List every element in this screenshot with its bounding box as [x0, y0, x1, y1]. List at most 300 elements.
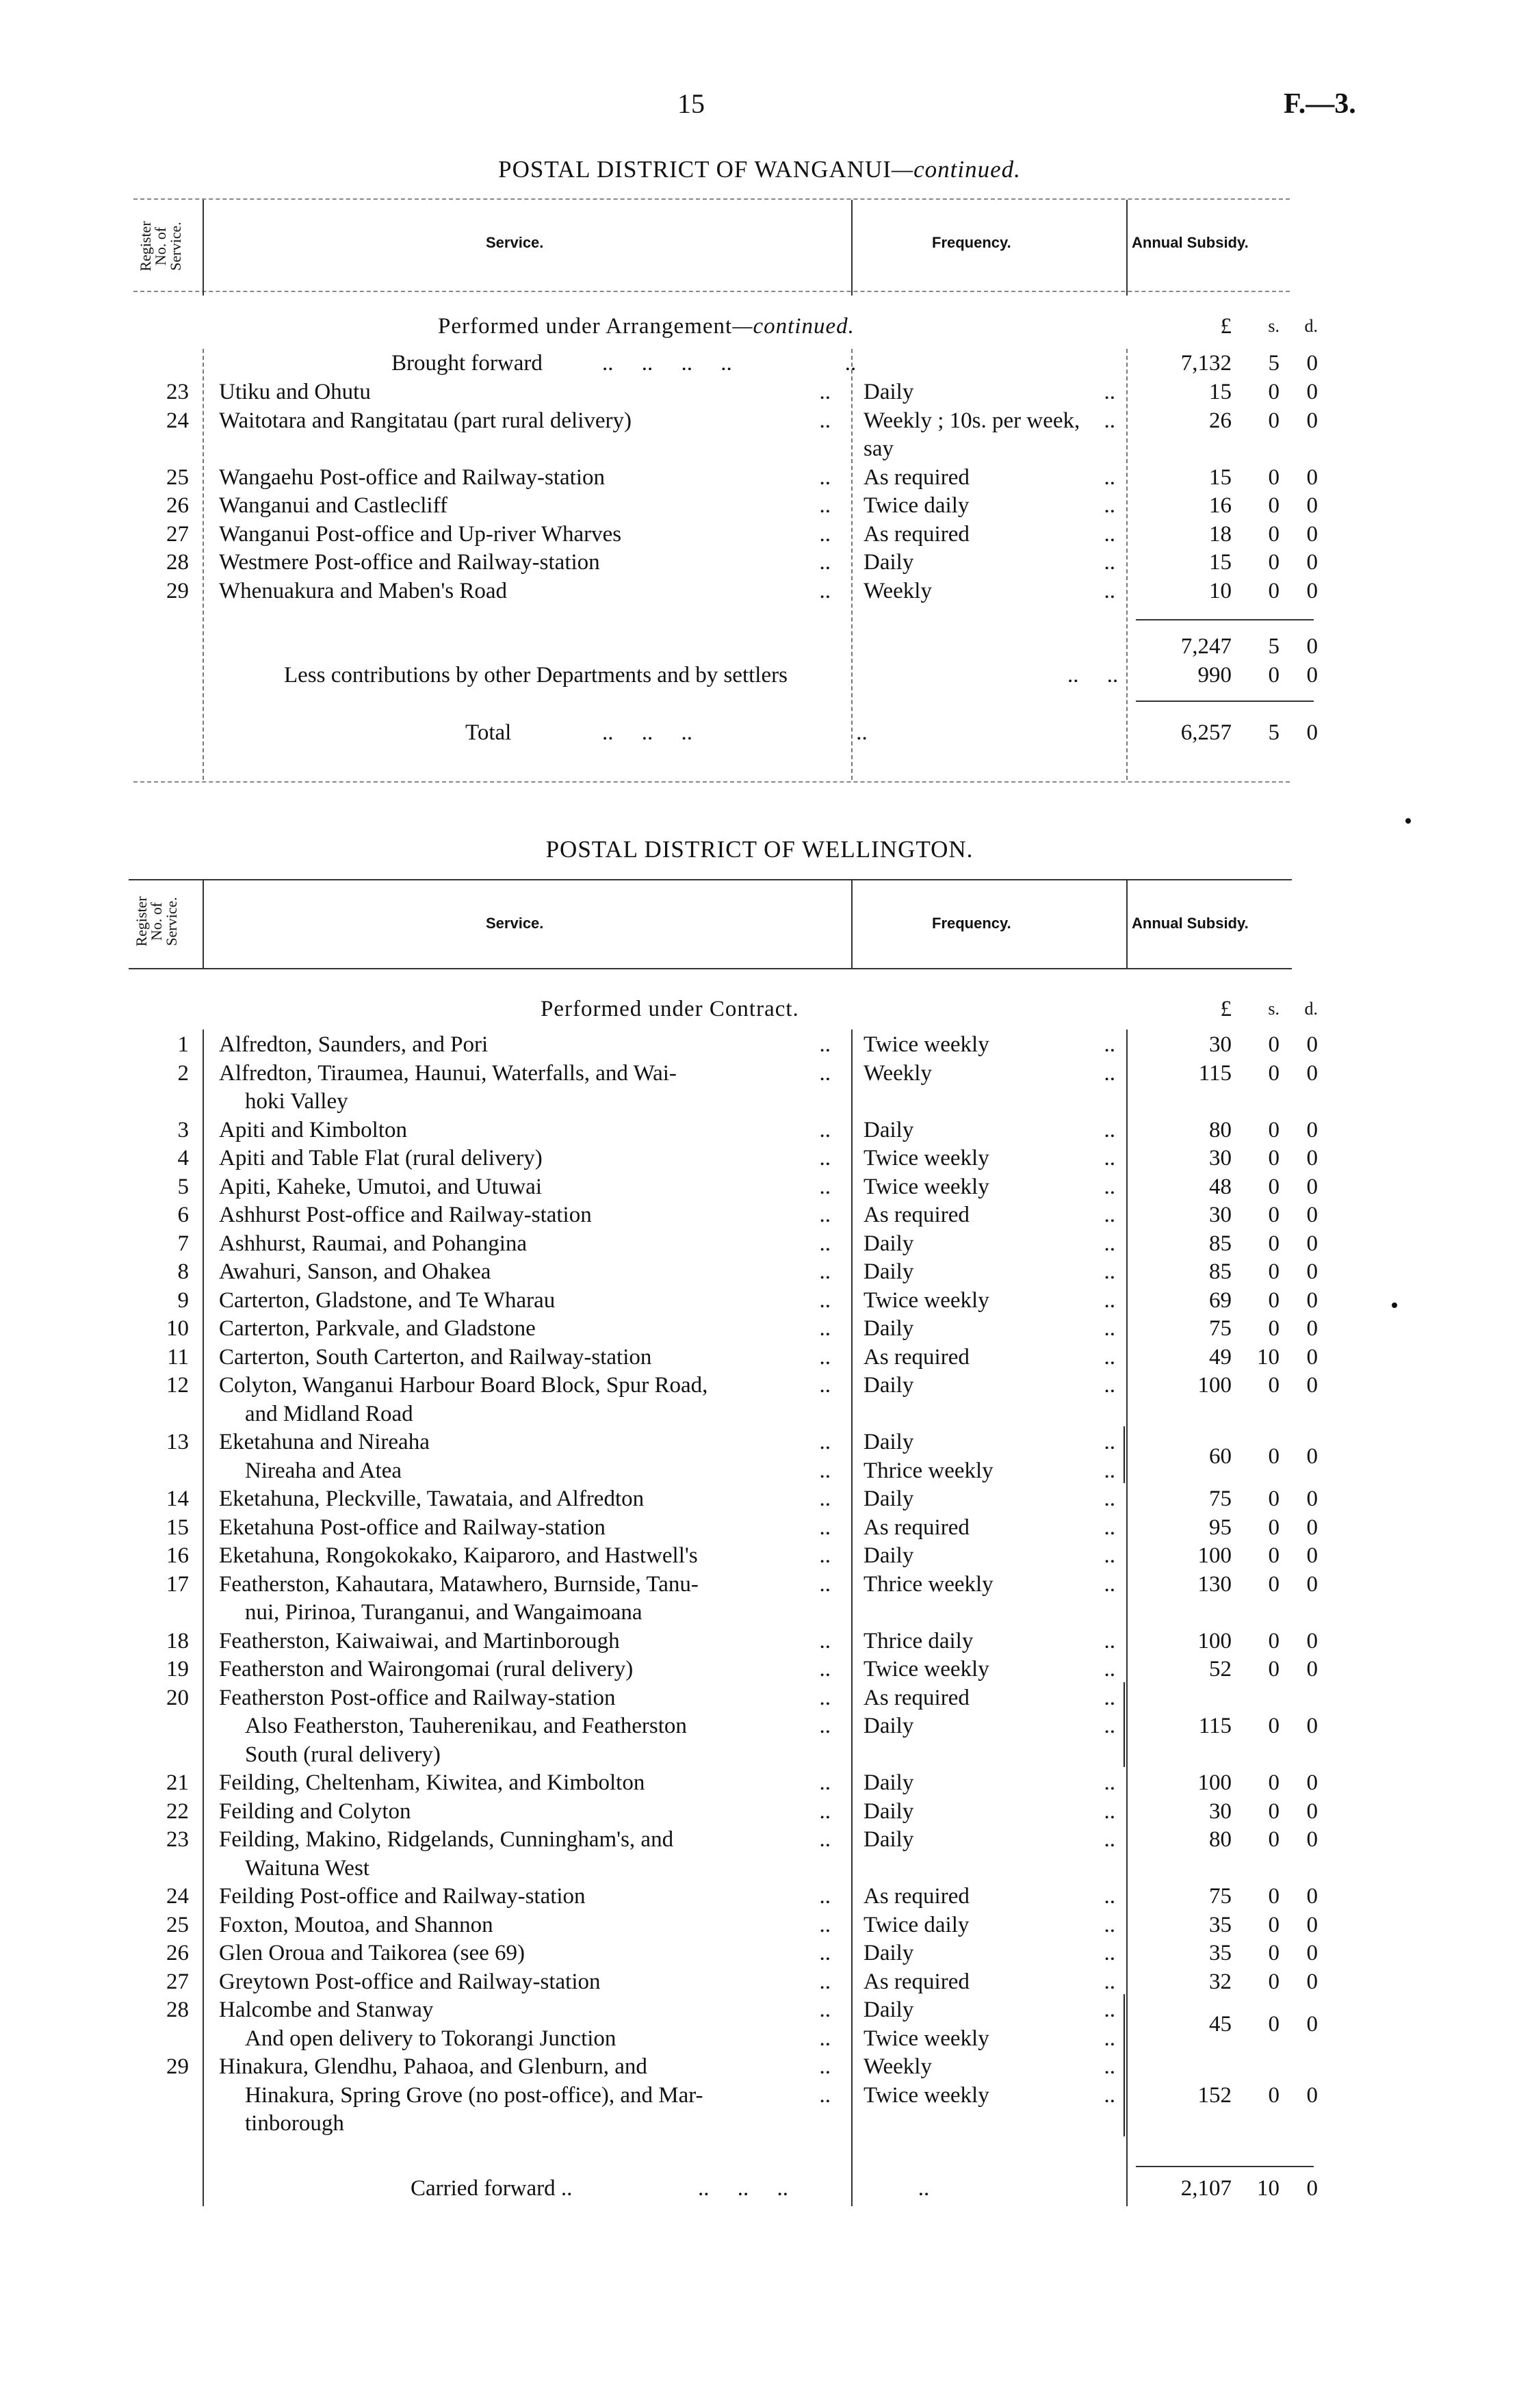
wellington-row-continued: [0, 1087, 1519, 1116]
subsidy-shillings: 0: [1268, 1884, 1280, 1909]
leader-dots: ..: [1104, 380, 1115, 404]
shilling-header: s.: [1268, 316, 1280, 336]
frequency-secondary: Daily: [864, 1714, 914, 1738]
leader-dots: ..: [1104, 1259, 1115, 1284]
wellington-carried-forward-row: [0, 2174, 1519, 2203]
wanganui-row-amount: [0, 491, 1519, 520]
subsidy-shillings: 0: [1268, 1628, 1280, 1653]
leader-dots: ..: [819, 1798, 831, 1824]
subsidy-shillings: 0: [1268, 1117, 1280, 1142]
subsidy-shillings: 0: [1268, 1373, 1280, 1398]
register-number: 7: [177, 1231, 189, 1256]
frequency-value: As required: [864, 1685, 970, 1710]
frequency-value: Daily: [864, 1231, 914, 1256]
wellington-row-continued: [0, 1400, 1519, 1428]
subsidy-shillings: 0: [1268, 1798, 1280, 1824]
wanganui-row-amount: [0, 463, 1519, 492]
wanganui-subtotal-rule: [1136, 619, 1314, 620]
frequency-value: Twice weekly: [864, 1287, 989, 1313]
frequency-value: Twice daily: [864, 1912, 970, 1937]
leader-dots: ..: [1104, 1685, 1115, 1710]
subsidy-shillings: 0: [1268, 1287, 1280, 1313]
register-number: 27: [166, 1969, 189, 1994]
service-name: Hinakura, Glendhu, Pahaoa, and Glenburn, and: [219, 2054, 647, 2079]
leader-dots: ..: [819, 1515, 831, 1540]
wellington-row-amount: [0, 1257, 1519, 1286]
wanganui-subsidy-header: Annual Subsidy.: [1132, 234, 1249, 251]
service-name: Carterton, Parkvale, and Gladstone: [219, 1316, 536, 1341]
register-number: 25: [166, 464, 189, 490]
frequency-value: As required: [864, 1344, 970, 1370]
leader-dots: ..: [819, 1884, 831, 1909]
wellington-col-rule-1: [203, 880, 204, 968]
register-number: 21: [166, 1770, 189, 1795]
wellington-row-amount: [0, 1911, 1519, 1939]
subsidy-pence: 0: [1306, 1714, 1318, 1738]
leader-dots: ..: [819, 1231, 831, 1256]
wellington-row-amount: [0, 1314, 1519, 1343]
less-pence: 0: [1306, 663, 1318, 688]
penny-header: d.: [1304, 999, 1318, 1019]
leader-dots: ..: [1104, 1060, 1115, 1086]
service-name-secondary: Hinakura, Spring Grove (no post-office), and Mar-: [245, 2082, 703, 2108]
subsidy-pence: 0: [1306, 2011, 1318, 2037]
subsidy-pounds: 60: [1209, 1443, 1232, 1469]
frequency-value: Twice weekly: [864, 1146, 989, 1170]
section-suffix: —continued.: [732, 314, 855, 339]
subsidy-pence: 0: [1306, 1203, 1318, 1227]
total-pounds: 6,257: [1180, 720, 1232, 745]
subsidy-pence: 0: [1306, 1146, 1318, 1170]
leader-dots: ..: [1104, 1714, 1115, 1738]
register-number: 18: [166, 1628, 189, 1653]
frequency-secondary: Twice weekly: [864, 2082, 989, 2108]
wellington-row-amount: [0, 1797, 1519, 1826]
wellington-row-amount: [0, 2081, 1519, 2110]
subsidy-pounds: 18: [1209, 521, 1232, 547]
subsidy-pounds: 26: [1209, 408, 1232, 433]
subsidy-pence: 0: [1306, 1628, 1318, 1653]
subsidy-pounds: 16: [1209, 493, 1232, 518]
wellington-row: [0, 1684, 1519, 1712]
leader-dots: ..: [1104, 1912, 1115, 1937]
wanganui-less-row: [0, 661, 1519, 690]
frequency-value: Thrice daily: [864, 1628, 974, 1653]
total-pence: 0: [1306, 720, 1318, 745]
leader-dots: ..: [819, 1685, 831, 1710]
leader-dots: ..: [1104, 1146, 1115, 1170]
service-name: Apiti and Table Flat (rural delivery): [219, 1146, 543, 1170]
subsidy-pence: 0: [1306, 2082, 1318, 2108]
leader-dots: ..: [1104, 408, 1115, 433]
leader-dots: ..: [1104, 464, 1115, 490]
leader-dots: ..: [1104, 550, 1115, 575]
frequency-value: Daily: [864, 1543, 914, 1568]
frequency-value: Daily: [864, 1487, 914, 1511]
subsidy-shillings: 0: [1268, 1231, 1280, 1256]
leader-dots: ..: [1104, 1174, 1115, 1199]
register-number: 23: [166, 380, 189, 404]
wellington-row-amount: [0, 1825, 1519, 1854]
leader-dots: ..: [819, 1174, 831, 1199]
page-number: 15: [677, 88, 705, 119]
total-label: Total: [465, 720, 512, 745]
service-name-continued: nui, Pirinoa, Turanganui, and Wangaimoana: [245, 1600, 642, 1625]
subsidy-pounds: 95: [1209, 1515, 1232, 1540]
wanganui-header-top-rule: [133, 198, 1290, 200]
leader-dots: ..: [1104, 1998, 1115, 2022]
wellington-row-amount: [0, 1627, 1519, 1656]
service-name: Featherston and Wairongomai (rural delivery): [219, 1657, 634, 1681]
frequency-value: Daily: [864, 1941, 914, 1965]
register-number: 16: [166, 1543, 189, 1568]
wellington-row-amount: [0, 1541, 1519, 1570]
leader-dots: ..: [1104, 1628, 1115, 1653]
wellington-row-amount: [0, 1286, 1519, 1315]
subsidy-pence: 0: [1306, 1487, 1318, 1511]
leader-dots: ..: [819, 1770, 831, 1795]
brought-forward-label: Brought forward: [391, 351, 543, 376]
brought-forward-pence: 0: [1306, 351, 1318, 376]
leader-dots: ..: [819, 1827, 831, 1852]
service-name: Apiti, Kaheke, Umutoi, and Utuwai: [219, 1174, 542, 1199]
wanganui-header-bottom-rule: [133, 291, 1290, 292]
leader-dots: ..: [1104, 1203, 1115, 1227]
subsidy-pence: 0: [1306, 1515, 1318, 1540]
subsidy-pence: 0: [1306, 380, 1318, 404]
wellington-row-amount: [0, 1570, 1519, 1599]
wanganui-total-row: [0, 718, 1519, 747]
subsidy-pence: 0: [1306, 1259, 1318, 1284]
frequency-value: Daily: [864, 1117, 914, 1142]
less-contributions-label: Less contributions by other Departments and by settlers: [284, 663, 788, 688]
leader-dots: ..: [1104, 578, 1115, 603]
subsidy-pence: 0: [1306, 1941, 1318, 1965]
register-number: 22: [166, 1798, 189, 1824]
leader-dots: ..: [819, 1998, 831, 2022]
frequency-value: As required: [864, 464, 970, 490]
frequency-value: Weekly: [864, 1060, 932, 1086]
frequency-value: Weekly ; 10s. per week,: [864, 408, 1080, 433]
frequency-value: Daily: [864, 1827, 914, 1852]
subsidy-shillings: 0: [1268, 1032, 1280, 1057]
leader-dots: ..: [1104, 2082, 1115, 2108]
service-name: Eketahuna and Nireaha: [219, 1430, 430, 1454]
frequency-secondary: Thrice weekly: [864, 1458, 994, 1483]
subsidy-pounds: 30: [1209, 1146, 1232, 1170]
wellington-section-row: [0, 995, 1519, 1023]
page-reference: F.—3.: [1284, 88, 1356, 120]
register-number: 20: [166, 1685, 189, 1710]
frequency-value: As required: [864, 521, 970, 547]
wellington-row: [0, 2052, 1519, 2081]
wellington-title: POSTAL DISTRICT OF WELLINGTON.: [545, 836, 974, 863]
register-number: 29: [166, 2054, 189, 2079]
subsidy-pence: 0: [1306, 1657, 1318, 1681]
subsidy-shillings: 0: [1268, 521, 1280, 547]
subsidy-pounds: 69: [1209, 1287, 1232, 1313]
leader-dots: .. ..: [1067, 663, 1119, 688]
wellington-row-amount: [0, 1229, 1519, 1258]
frequency-value: Daily: [864, 1430, 914, 1454]
wellington-row-amount: [0, 1513, 1519, 1542]
wellington-row-amount: [0, 1939, 1519, 1967]
frequency-value: Daily: [864, 1259, 914, 1284]
leader-dots: ..: [819, 1941, 831, 1965]
service-name: Alfredton, Saunders, and Pori: [219, 1032, 489, 1057]
subsidy-pence: 0: [1306, 550, 1318, 575]
service-name-continued: and Midland Road: [245, 1401, 413, 1426]
register-number: 1: [177, 1032, 189, 1057]
leader-dots: ..: [1104, 1373, 1115, 1398]
register-header-line-1: Register: [133, 896, 150, 947]
leader-dots: ..: [819, 1657, 831, 1681]
subsidy-shillings: 10: [1257, 1344, 1280, 1370]
wellington-frequency-header: Frequency.: [932, 915, 1011, 932]
subsidy-pence: 0: [1306, 1969, 1318, 1994]
leader-dots: .. .. .. ..: [602, 720, 868, 745]
register-number: 13: [166, 1430, 189, 1454]
wanganui-title-text: POSTAL DISTRICT OF WANGANUI: [498, 156, 892, 183]
register-header-line-3: Service.: [167, 222, 184, 271]
register-number: 3: [177, 1117, 189, 1142]
service-name-secondary-continued: tinborough: [245, 2111, 344, 2136]
wellington-header-top-rule: [129, 879, 1292, 880]
subsidy-shillings: 0: [1268, 1657, 1280, 1681]
leader-dots: ..: [819, 1146, 831, 1170]
leader-dots: ..: [819, 1571, 831, 1597]
wellington-row-amount: [0, 1201, 1519, 1229]
leader-dots: ..: [1104, 1344, 1115, 1370]
frequency-value: Daily: [864, 1770, 914, 1795]
leader-dots: ..: [1104, 1117, 1115, 1142]
register-number: 4: [177, 1146, 189, 1170]
subsidy-shillings: 0: [1268, 1969, 1280, 1994]
service-name: Whenuakura and Maben's Road: [219, 578, 508, 603]
register-number: 8: [177, 1259, 189, 1284]
service-name: Carterton, Gladstone, and Te Wharau: [219, 1287, 556, 1313]
register-number: 24: [166, 1884, 189, 1909]
wanganui-row-amount: [0, 577, 1519, 605]
brought-forward-shillings: 5: [1268, 351, 1280, 376]
service-name-secondary-continued: South (rural delivery): [245, 1742, 441, 1767]
leader-dots: ..: [1104, 1884, 1115, 1909]
subsidy-shillings: 0: [1268, 464, 1280, 490]
wanganui-total-rule: [1136, 701, 1314, 702]
leader-dots: ..: [1104, 1316, 1115, 1341]
register-number: 9: [177, 1287, 189, 1313]
subsidy-pence: 0: [1306, 1884, 1318, 1909]
leader-dots: ..: [1104, 1287, 1115, 1313]
service-name: Feilding, Cheltenham, Kiwitea, and Kimbolton: [219, 1770, 645, 1795]
leader-dots: ..: [819, 1458, 831, 1483]
subsidy-pounds: 30: [1209, 1032, 1232, 1057]
register-number: 28: [166, 550, 189, 575]
service-name: Eketahuna Post-office and Railway-station: [219, 1515, 606, 1540]
subsidy-pence: 0: [1306, 1571, 1318, 1597]
frequency-value: As required: [864, 1969, 970, 1994]
leader-dots: ..: [819, 1543, 831, 1568]
leader-dots: ..: [819, 2026, 831, 2051]
wanganui-col-rule-2: [851, 200, 853, 296]
carried-forward-label: Carried forward ..: [411, 2176, 573, 2201]
leader-dots: ..: [1104, 1032, 1115, 1057]
subsidy-pounds: 130: [1197, 1571, 1232, 1597]
subsidy-pence: 0: [1306, 1770, 1318, 1795]
register-number: 15: [166, 1515, 189, 1540]
register-number: 2: [177, 1060, 189, 1086]
leader-dots: ..: [1104, 1231, 1115, 1256]
wanganui-row-amount: [0, 520, 1519, 549]
subsidy-shillings: 0: [1268, 1941, 1280, 1965]
frequency-value: Weekly: [864, 578, 932, 603]
wellington-row-amount: [0, 1768, 1519, 1797]
carried-forward-shillings: 10: [1257, 2176, 1280, 2201]
leader-dots: ..: [819, 2054, 831, 2079]
subsidy-pounds: 52: [1209, 1657, 1232, 1681]
service-name-secondary: Nireaha and Atea: [245, 1458, 402, 1483]
subsidy-shillings: 0: [1268, 1174, 1280, 1199]
subsidy-shillings: 0: [1268, 578, 1280, 603]
pound-header: £: [1220, 314, 1232, 339]
frequency-value: Twice daily: [864, 493, 970, 518]
service-name: Ashhurst, Raumai, and Pohangina: [219, 1231, 528, 1256]
frequency-continued: say: [864, 436, 894, 461]
subsidy-pounds: 85: [1209, 1231, 1232, 1256]
subsidy-shillings: 0: [1268, 1316, 1280, 1341]
register-number: 5: [177, 1174, 189, 1199]
register-number: 28: [166, 1998, 189, 2022]
less-shillings: 0: [1268, 663, 1280, 688]
subsidy-pounds: 32: [1209, 1969, 1232, 1994]
leader-dots: ..: [1104, 1770, 1115, 1795]
leader-dots: ..: [1104, 2026, 1115, 2051]
leader-dots: ..: [1104, 1827, 1115, 1852]
subsidy-pence: 0: [1306, 1032, 1318, 1057]
leader-dots: ..: [819, 380, 831, 404]
register-number: 25: [166, 1912, 189, 1937]
subsidy-shillings: 0: [1268, 1060, 1280, 1086]
register-number: 27: [166, 521, 189, 547]
leader-dots: ..: [1104, 1798, 1115, 1824]
wellington-row-amount: [0, 1484, 1519, 1513]
wellington-section-label: Performed under Contract.: [541, 997, 799, 1021]
register-number: 19: [166, 1657, 189, 1681]
leader-dots: ..: [819, 1032, 831, 1057]
wanganui-brought-forward-row: [0, 349, 1519, 378]
subsidy-pence: 0: [1306, 1912, 1318, 1937]
margin-mark: [1392, 1303, 1397, 1308]
wellington-row-amount: [0, 1030, 1519, 1059]
wanganui-table-end-rule: [133, 781, 1290, 783]
subsidy-pounds: 10: [1209, 578, 1232, 603]
register-number: 6: [177, 1203, 189, 1227]
leader-dots: ..: [819, 1912, 831, 1937]
frequency-value: Daily: [864, 1998, 914, 2022]
register-number: 14: [166, 1487, 189, 1511]
wanganui-row-amount: [0, 548, 1519, 577]
frequency-secondary: Twice weekly: [864, 2026, 989, 2051]
leader-dots: ..: [819, 2082, 831, 2108]
wanganui-register-header: [138, 188, 187, 304]
subsidy-pounds: 15: [1209, 380, 1232, 404]
wellington-subsidy-header: Annual Subsidy.: [1132, 915, 1249, 932]
service-name: Awahuri, Sanson, and Ohakea: [219, 1259, 491, 1284]
service-name: Wanganui Post-office and Up-river Wharves: [219, 521, 622, 547]
service-name: Glen Oroua and Taikorea (see 69): [219, 1941, 525, 1965]
service-name: Featherston Post-office and Railway-station: [219, 1685, 616, 1710]
subsidy-pounds: 15: [1209, 550, 1232, 575]
leader-dots: ..: [1104, 2054, 1115, 2079]
frequency-value: Twice weekly: [864, 1657, 989, 1681]
leader-dots: ..: [819, 1316, 831, 1341]
total-shillings: 5: [1268, 720, 1280, 745]
leader-dots: ..: [819, 521, 831, 547]
service-name: Utiku and Ohutu: [219, 380, 371, 404]
wellington-service-header: Service.: [486, 915, 544, 932]
leader-dots: ..: [819, 550, 831, 575]
wellington-row-amount: [0, 1655, 1519, 1684]
subsidy-pounds: 48: [1209, 1174, 1232, 1199]
leader-dots: ..: [819, 1287, 831, 1313]
section-text: Performed under Arrangement: [438, 314, 733, 339]
subsidy-pence: 0: [1306, 1827, 1318, 1852]
subsidy-pence: 0: [1306, 408, 1318, 433]
register-header-line-3: Service.: [163, 897, 180, 946]
service-name: Greytown Post-office and Railway-station: [219, 1969, 601, 1994]
subsidy-pence: 0: [1306, 1373, 1318, 1398]
leader-dots: ..: [1104, 1515, 1115, 1540]
wanganui-subtotal-row: [0, 632, 1519, 661]
frequency-value: Twice weekly: [864, 1032, 989, 1057]
leader-dots: ..: [819, 1203, 831, 1227]
carried-forward-pence: 0: [1306, 2176, 1318, 2201]
leader-dots: ..: [819, 1487, 831, 1511]
wellington-row-sub-continued: [0, 2109, 1519, 2138]
leader-dots: ..: [819, 493, 831, 518]
service-name: Waitotara and Rangitatau (part rural delivery): [219, 408, 632, 433]
wanganui-col-rule-1: [203, 200, 204, 296]
subsidy-pounds: 75: [1209, 1316, 1232, 1341]
brought-forward-pounds: 7,132: [1180, 351, 1232, 376]
subsidy-pounds: 100: [1197, 1373, 1232, 1398]
wellington-row-amount: [0, 2010, 1519, 2039]
subsidy-pence: 0: [1306, 1798, 1318, 1824]
subsidy-pounds: 49: [1209, 1344, 1232, 1370]
leader-dots: ..: [819, 1060, 831, 1086]
leader-dots: ..: [1104, 1571, 1115, 1597]
shilling-header: s.: [1268, 999, 1280, 1019]
wanganui-row-amount: [0, 378, 1519, 406]
wellington-row-continued: [0, 1598, 1519, 1627]
frequency-value: As required: [864, 1203, 970, 1227]
subsidy-pounds: 30: [1209, 1798, 1232, 1824]
subsidy-pence: 0: [1306, 1287, 1318, 1313]
subsidy-shillings: 0: [1268, 1487, 1280, 1511]
service-name: Feilding and Colyton: [219, 1798, 411, 1824]
service-name: Apiti and Kimbolton: [219, 1117, 407, 1142]
margin-mark: [1405, 818, 1411, 824]
register-number: 29: [166, 578, 189, 603]
leader-dots: ..: [1104, 1941, 1115, 1965]
service-name: Eketahuna, Rongokokako, Kaiparoro, and Hastwell's: [219, 1543, 698, 1568]
penny-header: d.: [1304, 316, 1318, 336]
subsidy-shillings: 0: [1268, 493, 1280, 518]
service-name: Featherston, Kaiwaiwai, and Martinborough: [219, 1628, 620, 1653]
wellington-row-amount: [0, 1173, 1519, 1201]
subsidy-pounds: 115: [1198, 1714, 1232, 1738]
service-name-secondary: Also Featherston, Tauherenikau, and Featherston: [245, 1714, 687, 1738]
